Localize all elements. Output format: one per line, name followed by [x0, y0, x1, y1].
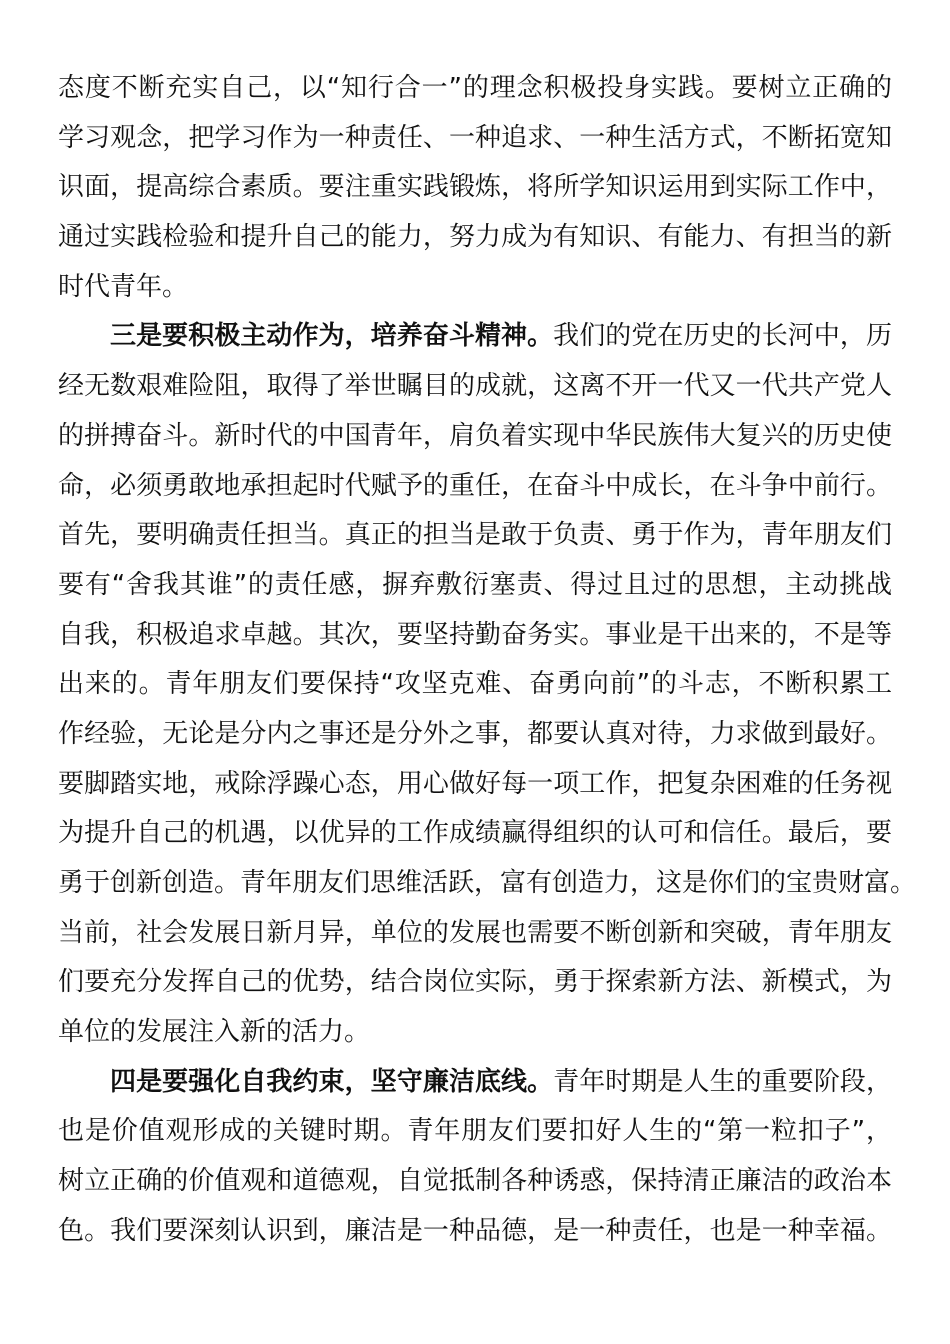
- text-line: 勇于创新创造。青年朋友们思维活跃，富有创造力，这是你们的宝贵财富。: [58, 868, 917, 898]
- paragraph-heading-rest: 我们的党在历史的长河中，历: [553, 321, 892, 352]
- body-text: [58, 64, 917, 1257]
- text-line: 要脚踏实地，戒除浮躁心态，用心做好每一项工作，把复杂困难的任务视: [58, 768, 892, 799]
- text-line: 首先，要明确责任担当。真正的担当是敢于负责、勇于作为，青年朋友们: [58, 520, 892, 551]
- paragraph-heading-line: [58, 1058, 892, 1108]
- text-line: 要有“舍我其谁”的责任感，摒弃敷衍塞责、得过且过的思想，主动挑战: [58, 569, 892, 600]
- text-line: 经无数艰难险阻，取得了举世瞩目的成就，这离不开一代又一代共产党人: [58, 371, 892, 402]
- text-line: 时代青年。: [58, 271, 189, 302]
- text-line: 们要充分发挥自己的优势，结合岗位实际，勇于探索新方法、新模式，为: [58, 967, 892, 998]
- text-line: 作经验，无论是分内之事还是分外之事，都要认真对待，力求做到最好。: [58, 718, 892, 749]
- text-line: 出来的。青年朋友们要保持“攻坚克难、奋勇向前”的斗志，不断积累工: [58, 669, 892, 700]
- text-line: 识面，提高综合素质。要注重实践锻炼，将所学知识运用到实际工作中，: [58, 172, 892, 203]
- paragraph-heading-bold: 三是要积极主动作为，培养奋斗精神。: [110, 321, 554, 352]
- text-line: 学习观念，把学习作为一种责任、一种追求、一种生活方式，不断拓宽知: [58, 122, 892, 153]
- text-line: 色。我们要深刻认识到，廉洁是一种品德，是一种责任，也是一种幸福。: [58, 1215, 892, 1246]
- text-line: 树立正确的价值观和道德观，自觉抵制各种诱惑，保持清正廉洁的政治本: [58, 1166, 892, 1197]
- text-line: 自我，积极追求卓越。其次，要坚持勤奋务实。事业是干出来的，不是等: [58, 619, 892, 650]
- text-line: 也是价值观形成的关键时期。青年朋友们要扣好人生的“第一粒扣子”，: [58, 1116, 892, 1147]
- text-line: 态度不断充实自己，以“知行合一”的理念积极投身实践。要树立正确的: [58, 73, 892, 103]
- paragraph-heading-rest: 青年时期是人生的重要阶段，: [553, 1066, 892, 1097]
- paragraph-heading-bold: 四是要强化自我约束，坚守廉洁底线。: [110, 1066, 554, 1097]
- text-line: 命，必须勇敢地承担起时代赋予的重任，在奋斗中成长，在斗争中前行。: [58, 470, 892, 501]
- text-line: 的拼搏奋斗。新时代的中国青年，肩负着实现中华民族伟大复兴的历史使: [58, 420, 892, 451]
- text-line: 当前，社会发展日新月异，单位的发展也需要不断创新和突破，青年朋友: [58, 917, 892, 948]
- paragraph-heading-line: [58, 312, 892, 362]
- text-line: 单位的发展注入新的活力。: [58, 1017, 371, 1048]
- text-line: 通过实践检验和提升自己的能力，努力成为有知识、有能力、有担当的新: [58, 222, 892, 253]
- text-line: 为提升自己的机遇，以优异的工作成绩赢得组织的认可和信任。最后，要: [58, 818, 892, 849]
